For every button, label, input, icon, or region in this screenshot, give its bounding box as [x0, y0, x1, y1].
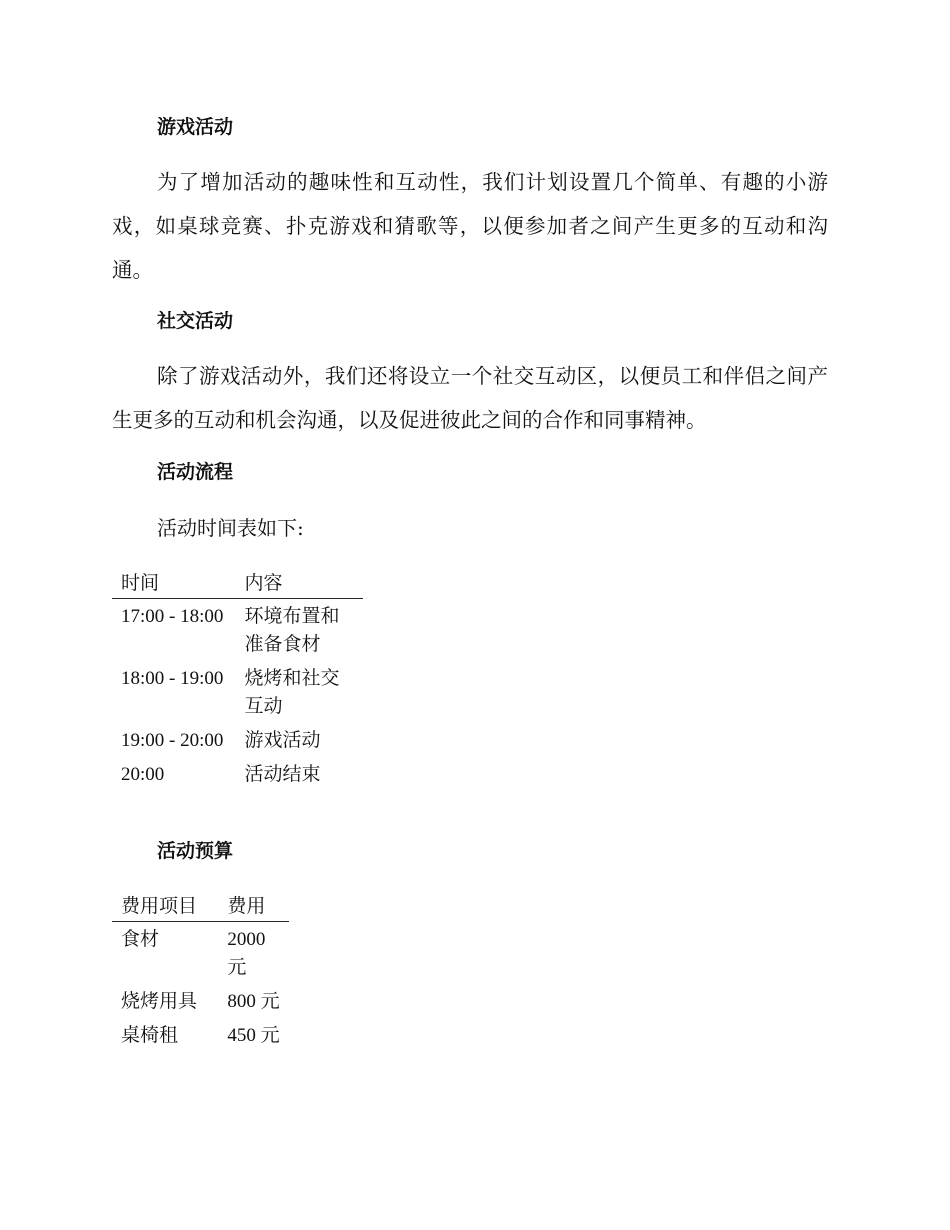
item-cell: 食材 [121, 929, 160, 950]
item-cell: 桌椅租 [121, 1025, 179, 1046]
table-row [112, 984, 289, 1018]
table-row [112, 1018, 289, 1052]
table-row [112, 723, 363, 757]
paragraph-games: 为了增加活动的趣味性和互动性，我们计划设置几个简单、有趣的小游戏，如桌球竞赛、扑克游戏和猜歌等，以便参加者之间产生更多的互动和沟通。 [112, 170, 828, 282]
table-header-row [112, 893, 289, 922]
column-header-content: 内容 [235, 570, 363, 599]
column-header-time: 时间 [112, 570, 235, 599]
paragraph-social: 除了游戏活动外，我们还将设立一个社交互动区，以便员工和伴侣之间产生更多的互动和机会沟通，以及促进彼此之间的合作和同事精神。 [112, 364, 828, 432]
content-cell: 烧烤和社交互动 [244, 668, 340, 717]
schedule-intro: 活动时间表如下: [157, 516, 304, 540]
content-cell: 活动结束 [244, 764, 321, 785]
content-cell: 环境布置和准备食材 [244, 606, 340, 655]
schedule-table [112, 570, 363, 791]
section-heading-games: 游戏活动 [157, 116, 234, 138]
cost-cell: 2000 元 [227, 929, 266, 978]
time-cell: 17:00 - 18:00 [121, 606, 224, 627]
time-cell: 18:00 - 19:00 [121, 668, 224, 689]
table-row [112, 599, 363, 662]
table-row [112, 757, 363, 791]
section-heading-budget: 活动预算 [157, 840, 234, 862]
cost-cell: 450 元 [227, 1025, 280, 1046]
column-header-item: 费用项目 [112, 893, 218, 922]
time-cell: 19:00 - 20:00 [121, 730, 224, 751]
cost-cell: 800 元 [227, 991, 280, 1012]
section-heading-social: 社交活动 [157, 310, 234, 332]
budget-table [112, 893, 289, 1052]
item-cell: 烧烤用具 [121, 991, 198, 1012]
column-header-cost: 费用 [218, 893, 289, 922]
time-cell: 20:00 [121, 764, 165, 785]
content-cell: 游戏活动 [244, 730, 321, 751]
table-header-row [112, 570, 363, 599]
section-heading-process: 活动流程 [157, 461, 234, 483]
table-row [112, 922, 289, 985]
table-row [112, 661, 363, 723]
